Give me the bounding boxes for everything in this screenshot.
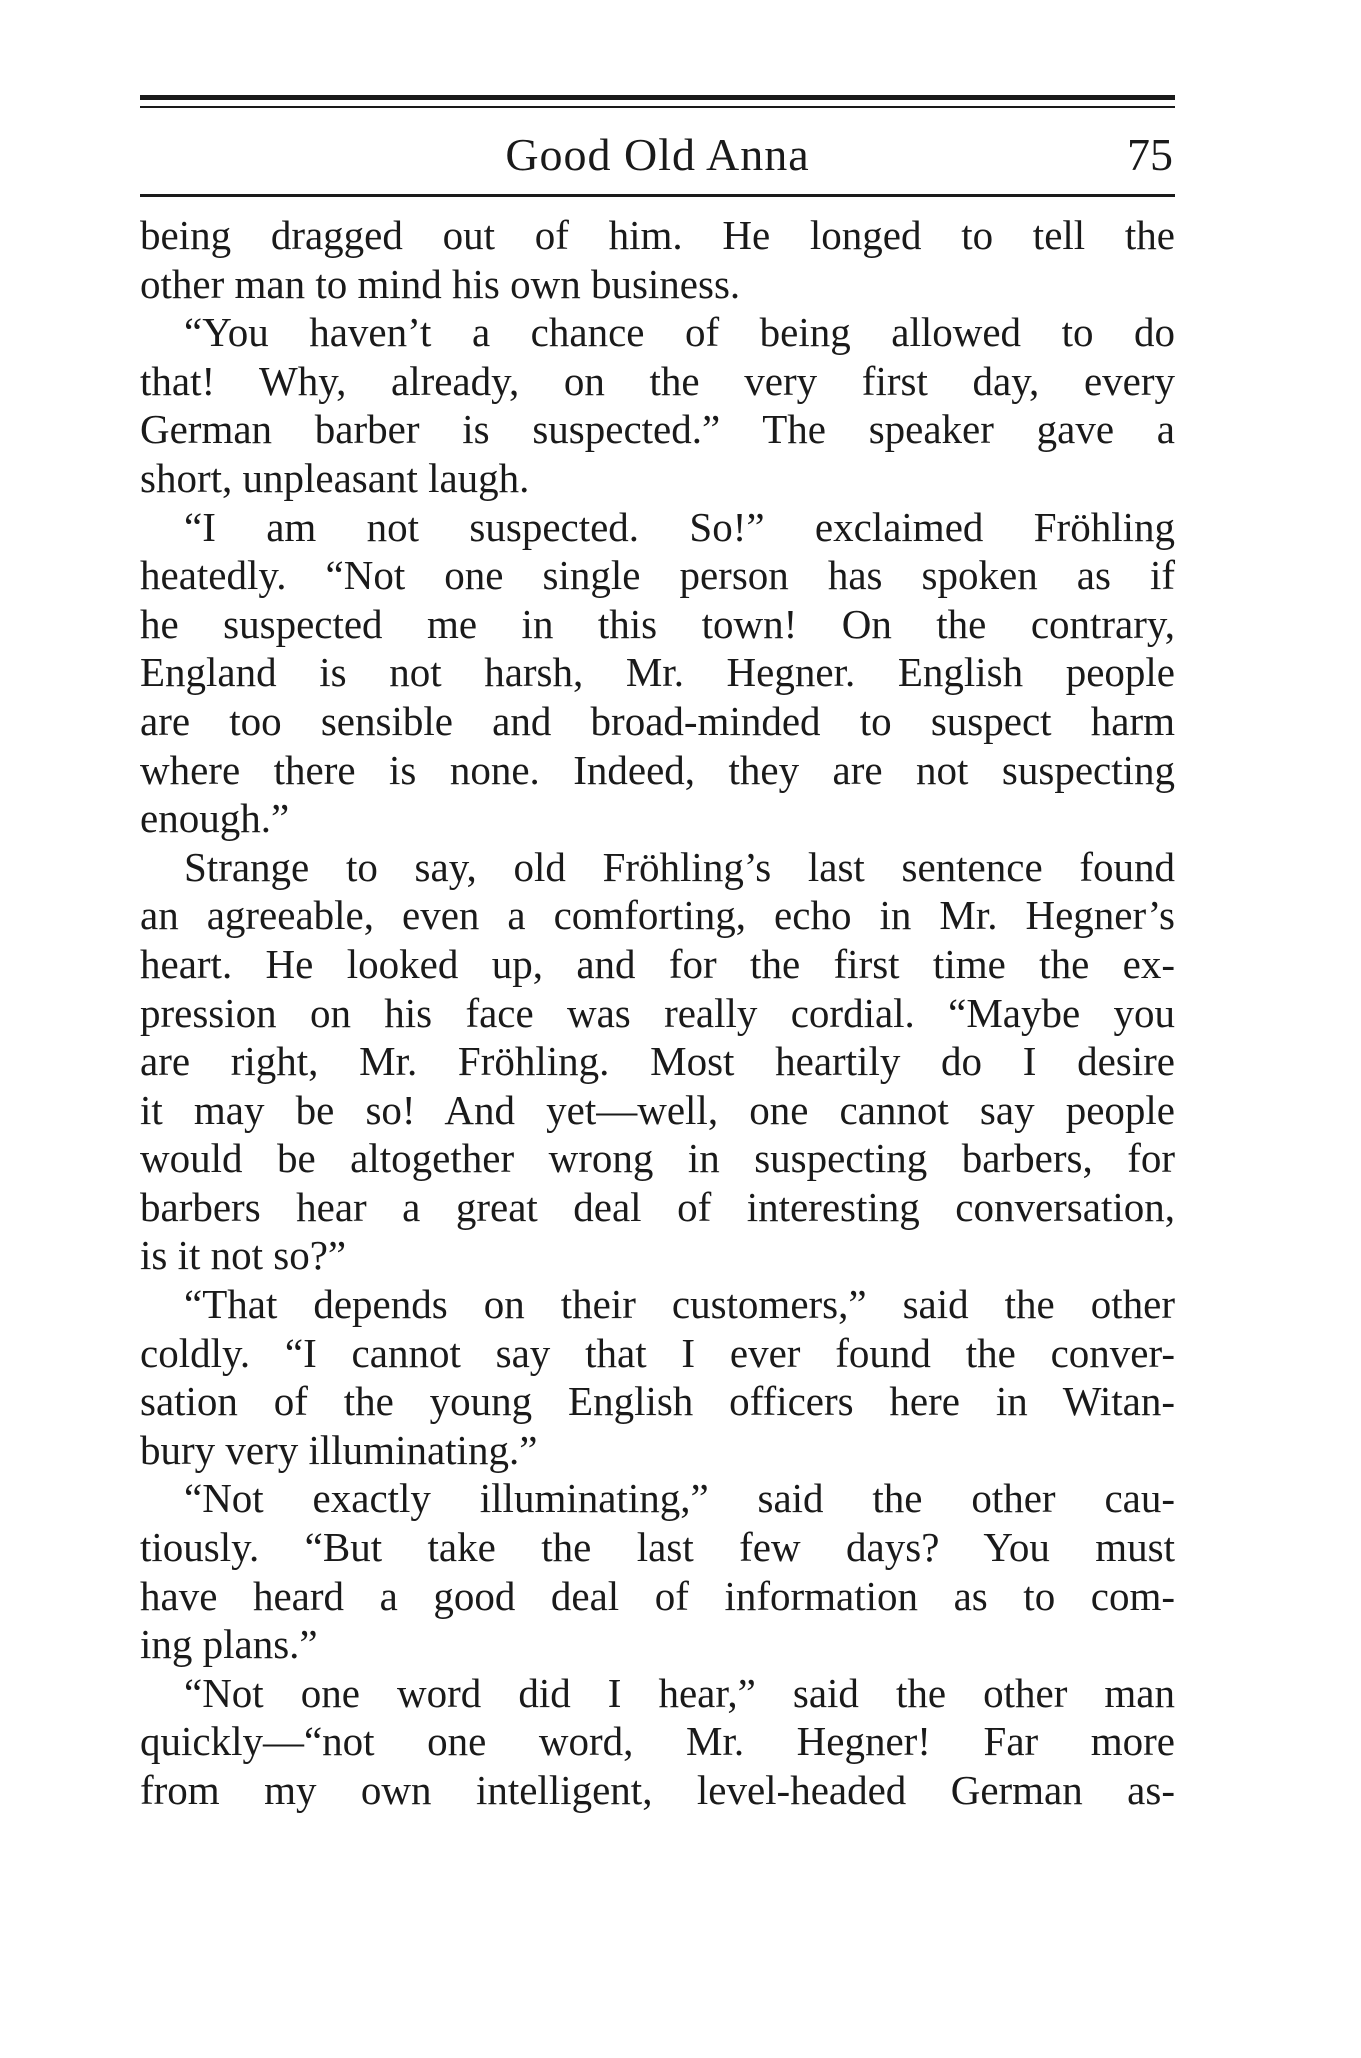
text-line: England is not harsh, Mr. Hegner. English people [140, 649, 1175, 696]
text-line: enough.” [140, 795, 290, 842]
paragraph [140, 1669, 1175, 1815]
paragraph [140, 1474, 1175, 1668]
text-line: Strange to say, old Fröhling’s last sentence found [184, 843, 1175, 890]
text-line: pression on his face was really cordial. “Maybe you [140, 989, 1175, 1036]
header-rule-thin [140, 106, 1175, 108]
text-line: other man to mind his own business. [140, 260, 741, 307]
text-line: tiously. “But take the last few days? You must [140, 1524, 1175, 1571]
text-line: “I am not suspected. So!” exclaimed Fröhling [184, 503, 1175, 550]
header-rule-bottom [140, 194, 1175, 197]
text-line: that! Why, already, on the very first day, every [140, 357, 1175, 404]
text-line: German barber is suspected.” The speaker gave a [140, 406, 1175, 453]
text-line: “Not one word did I hear,” said the other man [184, 1669, 1175, 1716]
paragraph [140, 1280, 1175, 1474]
text-line: being dragged out of him. He longed to tell the [140, 212, 1175, 258]
text-line: from my own intelligent, level-headed German as- [140, 1767, 1175, 1813]
text-line: coldly. “I cannot say that I ever found the conver- [140, 1329, 1175, 1376]
running-head [140, 116, 1175, 190]
header-rule-thick [140, 95, 1175, 100]
paragraph [140, 211, 1175, 308]
text-line: heart. He looked up, and for the first time the ex- [140, 940, 1175, 987]
page-number: 75 [1127, 129, 1173, 180]
text-line: quickly—“not one word, Mr. Hegner! Far more [140, 1718, 1175, 1765]
text-line: have heard a good deal of information as to com- [140, 1572, 1175, 1619]
text-line: barbers hear a great deal of interesting conversation, [140, 1183, 1175, 1230]
text-line: he suspected me in this town! On the contrary, [140, 600, 1175, 647]
text-line: would be altogether wrong in suspecting barbers, for [140, 1135, 1175, 1182]
text-line: “Not exactly illuminating,” said the other cau- [184, 1475, 1175, 1522]
text-line: bury very illuminating.” [140, 1426, 538, 1473]
paragraph [140, 503, 1175, 843]
text-line: where there is none. Indeed, they are not suspecting [140, 746, 1175, 793]
text-line: ing plans.” [140, 1621, 318, 1668]
paragraph [140, 308, 1175, 502]
text-line: it may be so! And yet—well, one cannot say people [140, 1086, 1175, 1133]
text-line: are too sensible and broad-minded to suspect harm [140, 697, 1175, 744]
text-line: heatedly. “Not one single person has spoken as if [140, 552, 1175, 599]
text-line: short, unpleasant laugh. [140, 454, 530, 501]
running-title: Good Old Anna [505, 129, 810, 180]
text-line: “That depends on their customers,” said the other [184, 1281, 1175, 1328]
text-line: sation of the young English officers here in Witan- [140, 1378, 1175, 1425]
book-page [140, 95, 1175, 1815]
text-line: is it not so?” [140, 1232, 347, 1279]
text-line: “You haven’t a chance of being allowed to do [184, 309, 1175, 356]
body-text [140, 211, 1175, 1815]
text-line: are right, Mr. Fröhling. Most heartily do I desire [140, 1038, 1175, 1085]
paragraph [140, 843, 1175, 1280]
text-line: an agreeable, even a comforting, echo in Mr. Hegner’s [140, 892, 1175, 939]
